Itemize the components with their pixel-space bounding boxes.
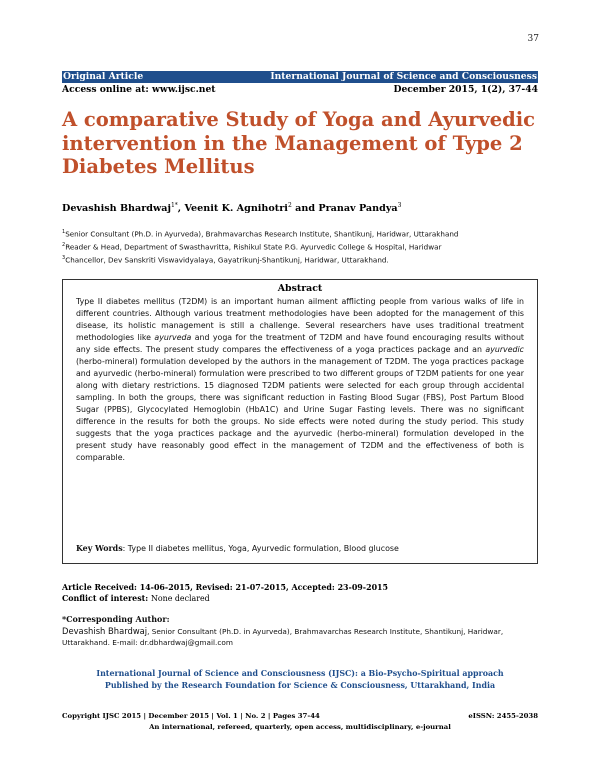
abstract-part-3: (herbo-mineral) formulation developed by the authors in the management of T2DM. The yoga practices package and ayurvedic (herbo-mineral) formulation were prescribed to two different groups of T2DM patients for one year along with dietary restrictions. 15 diagnosed T2DM patients were selected for each group through accidental sampling. In both the groups, there was significant reduction in Fasting Blood Sugar (FBS), Post Partum Blood Sugar (PPBS), Glycocylated Hemoglobin (HbA1C) and Urine Sugar Fasting levels. There was no significant difference in the results for both the groups. No side effects were noted during the study period. This study suggests that the yoga practices package and the ayurvedic (herbo-mineral) formulation developed in the present study have reasonably good effect in the management of T2DM and the effectiveness of both is comparable. (76, 357, 524, 462)
affiliation-2-mark: 2 (62, 241, 66, 248)
corresponding-name: Devashish Bhardwaj (62, 625, 148, 636)
access-online: Access online at: www.ijsc.net (62, 84, 216, 95)
accepted-date: 23-09-2015 (337, 583, 389, 592)
author-and: and (291, 203, 319, 215)
copyright-row (62, 712, 538, 720)
received-label: Article Received: (62, 583, 140, 592)
affiliation-2-text: Reader & Head, Department of Swasthavritta, Rishikul State P.G. Ayurvedic College & Hospital, Haridwar (65, 242, 442, 252)
received-row (62, 582, 538, 593)
affiliation-1 (62, 227, 538, 240)
author-separator: , (177, 203, 185, 215)
conflict-row (62, 593, 538, 604)
corresponding-details (62, 626, 538, 649)
keywords (76, 544, 524, 553)
author-3: Pranav Pandya (318, 203, 398, 215)
affiliation-3-mark: 3 (62, 254, 66, 261)
abstract-heading: Abstract (277, 283, 323, 294)
journal-footer-line-2: Published by the Research Foundation for Science & Consciousness, Uttarakhand, India (104, 681, 496, 690)
keywords-text: : Type II diabetes mellitus, Yoga, Ayurvedic formulation, Blood glucose (122, 544, 399, 553)
revised-label: , Revised: (190, 583, 236, 592)
author-3-affil: 3 (397, 202, 402, 209)
abstract-italic-1: ayurveda (154, 333, 192, 342)
journal-name: International Journal of Science and Consciousness (270, 71, 537, 82)
corresponding-info: , Senior Consultant (Ph.D. in Ayurveda), Brahmavarchas Research Institute, Shantikunj, Haridwar, Uttarakhand. E-mail: dr.dbhardwaj@gmail.com (62, 626, 504, 647)
conflict-text: None declared (150, 594, 210, 603)
corresponding-label: *Corresponding Author: (62, 614, 170, 624)
author-1: Devashish Bhardwaj (62, 203, 171, 215)
article-dates (62, 582, 538, 604)
paper-title: A comparative Study of Yoga and Ayurvedic intervention in the Management of Type 2 Diabetes Mellitus (62, 108, 536, 178)
author-list (62, 202, 538, 214)
access-row (62, 84, 538, 95)
abstract-part-2: and yoga for the treatment of T2DM and have found encouraging results without any side effects. The present study compares the effectiveness of a yoga practices package and an (76, 333, 524, 354)
keywords-label: Key Words (76, 544, 123, 553)
abstract-text (76, 296, 524, 464)
affiliation-3 (62, 253, 538, 266)
issue-info: December 2015, 1(2), 37-44 (393, 84, 538, 95)
affiliations (62, 227, 538, 266)
abstract-part-1: Type II diabetes mellitus (T2DM) is an important human ailment afflicting people from various walks of life in different countries. Although various treatment methodologies have been adopted for the management of this disease, its holistic management is still a challenge. Several researchers have uses traditional treatment methodologies like (76, 297, 524, 342)
affiliation-1-mark: 1 (62, 229, 66, 235)
affiliation-1-text: Senior Consultant (Ph.D. in Ayurveda), Brahmavarchas Research Institute, Shantikunj, Haridwar, Uttarakhand (65, 229, 459, 239)
affiliation-2 (62, 240, 538, 253)
author-2: Veenit K. Agnihotri (184, 203, 288, 215)
journal-footer-line-1: International Journal of Science and Consciousness (IJSC): a Bio-Psycho-Spiritual approach (96, 669, 504, 678)
journal-tagline: An international, refereed, quarterly, open access, multidisciplinary, e-journal (149, 723, 451, 731)
author-2-affil: 2 (287, 202, 292, 209)
affiliation-3-text: Chancellor, Dev Sanskriti Viswavidyalaya, Gayatrikunj-Shantikunj, Haridwar, Uttarakhand. (65, 255, 389, 265)
abstract-italic-2: ayurvedic (485, 345, 524, 354)
copyright-text: Copyright IJSC 2015 | December 2015 | Vol. 1 | No. 2 | Pages 37-44 (62, 712, 320, 720)
corresponding-author (62, 614, 538, 649)
page-number: 37 (527, 34, 539, 44)
revised-date: 21-07-2015 (235, 583, 286, 592)
conflict-label: Conflict of interest: (62, 594, 151, 603)
received-date: 14-06-2015 (139, 583, 191, 592)
eissn-text: eISSN: 2455-2038 (468, 712, 538, 720)
article-type: Original Article (63, 71, 144, 82)
accepted-label: , Accepted: (285, 583, 338, 592)
journal-header-bar (62, 71, 538, 83)
journal-footer (62, 668, 538, 692)
author-1-affil: 1* (170, 202, 178, 209)
